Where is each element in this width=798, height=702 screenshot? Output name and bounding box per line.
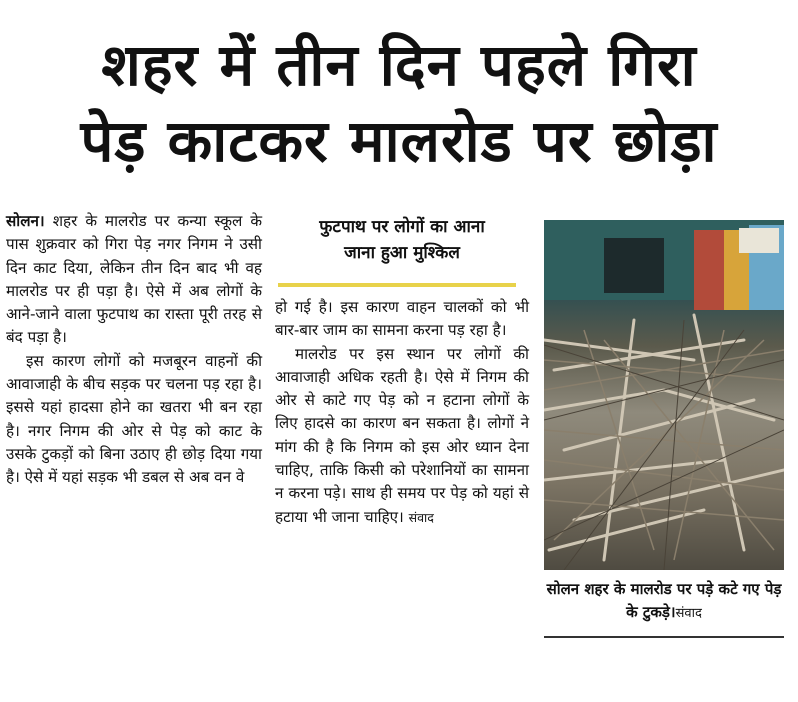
subheading — [275, 214, 529, 266]
caption-text: सोलन शहर के मालरोड पर पड़े कटे गए पेड़ के टुकड़े। — [546, 580, 782, 621]
photo-caption — [544, 578, 784, 625]
paragraph-4 — [275, 343, 529, 529]
headline-line-1: शहर में तीन दिन पहले गिरा — [101, 31, 697, 99]
news-photo — [544, 220, 784, 570]
article-column-2 — [275, 296, 529, 529]
subheading-line-2: जाना हुआ मुश्किल — [344, 243, 460, 263]
dateline: सोलन। — [6, 212, 45, 230]
paragraph-1: शहर के मालरोड पर कन्या स्कूल के पास शुक्रवार को गिरा पेड़ नगर निगम ने उसी दिन काट दिया, लेकिन तीन दिन बाद भी वह मालरोड पर ही पड़ा है। ऐसे में अब लोगों के आने-जाने वाला फुटपाथ का रास्ता पूरी तरह से बंद पड़ा है। — [6, 212, 262, 347]
paragraph-4-text: मालरोड पर इस स्थान पर लोगों की आवाजाही अधिक रहती है। ऐसे में निगम की ओर से काटे गए पेड़ को न हटाना लोगों के लिए हादसे का कारण बन सकता है। लोगों ने मांग की है कि निगम को इस ओर ध्यान देना चाहिए, ताकि किसी को परेशानियों का सामना न करना पड़े। साथ ही समय पर पेड़ को यहां से हटाया भी जाना चाहिए। — [275, 344, 529, 526]
paragraph-2: इस कारण लोगों को मजबूरन वाहनों की आवाजाही के बीच सड़क पर चलना पड़ रहा है। इससे यहां हादसा होने का खतरा भी बन रहा है। नगर निगम की ओर से पेड़ को काट के उसके टुकड़ों को बिना उठाए ही छोड़ दिया गया है। ऐसे में यहां सड़क भी डबल से अब वन वे — [6, 351, 262, 487]
headline-line-2: पेड़ काटकर मालरोड पर छोड़ा — [80, 107, 718, 175]
photo-credit: संवाद — [675, 606, 702, 621]
byline: संवाद — [408, 509, 434, 525]
fallen-tree-branches-image — [544, 220, 784, 570]
lead-paragraph — [6, 210, 262, 350]
caption-rule — [544, 636, 784, 638]
subheading-line-1: फुटपाथ पर लोगों का आना — [319, 217, 485, 237]
paragraph-3: हो गई है। इस कारण वाहन चालकों को भी बार-बार जाम का सामना करना पड़ रहा है। — [275, 298, 529, 340]
article-column-1 — [6, 210, 262, 490]
subheading-underline — [278, 283, 516, 287]
